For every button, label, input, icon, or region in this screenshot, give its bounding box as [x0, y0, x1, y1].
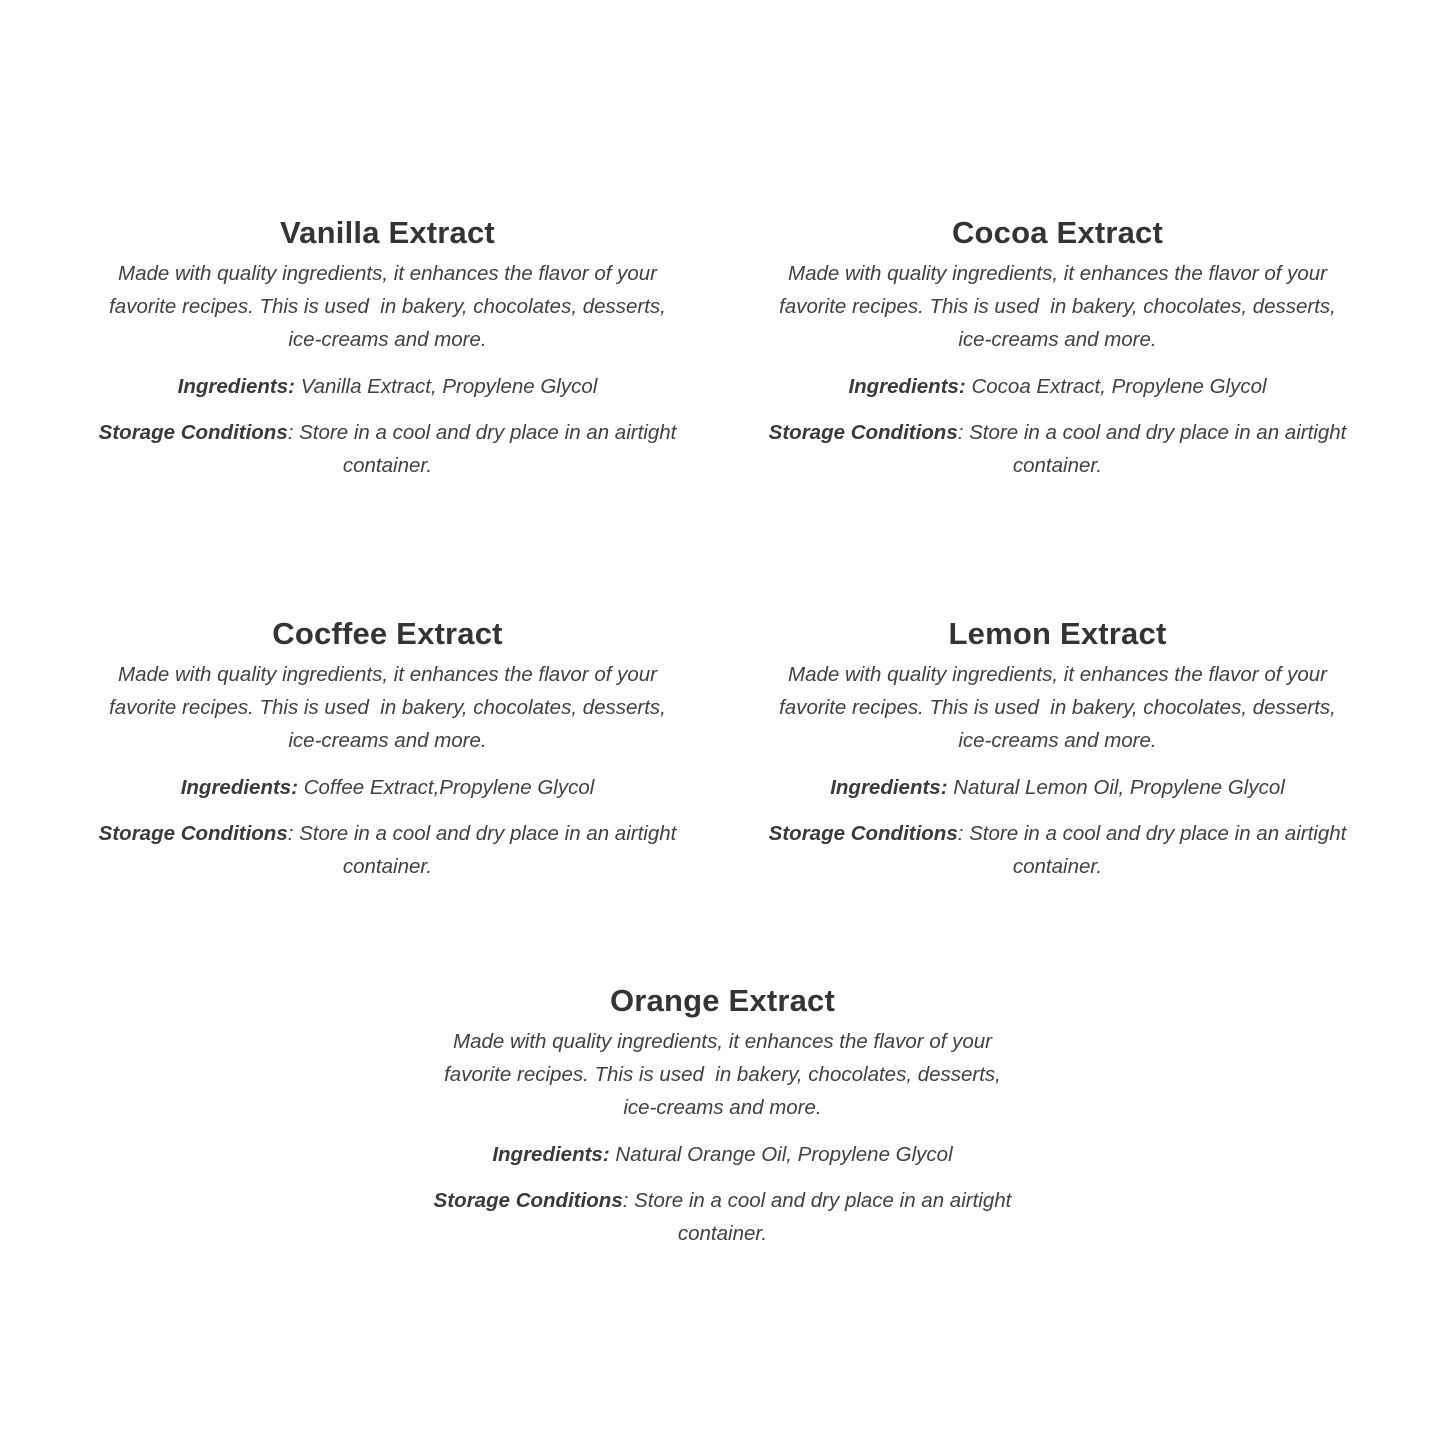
ingredients-value: Natural Orange Oil, Propylene Glycol — [609, 1143, 953, 1166]
storage-label: Storage Conditions — [98, 822, 288, 845]
ingredients-value: Vanilla Extract, Propylene Glycol — [295, 375, 598, 398]
product-description: Made with quality ingredients, it enhances the flavor of your favorite recipes. This is used in bakery, chocolates, desserts, ice-creams and more. — [779, 663, 1342, 752]
storage-label: Storage Conditions — [98, 421, 288, 444]
product-title: Lemon Extract — [948, 616, 1167, 651]
product-ingredients-line — [430, 1138, 1015, 1171]
product-description: Made with quality ingredients, it enhances the flavor of your favorite recipes. This is used in bakery, chocolates, desserts, ice-creams and more. — [779, 262, 1342, 351]
ingredients-label: Ingredients: — [848, 375, 966, 398]
product-storage-line — [430, 1184, 1018, 1250]
ingredients-value: Coffee Extract,Propylene Glycol — [298, 776, 595, 799]
storage-label: Storage Conditions — [433, 1189, 623, 1212]
product-card-orange — [430, 983, 1018, 1263]
storage-value: : Store in a cool and dry place in an airtight container. — [622, 1189, 1018, 1245]
product-description: Made with quality ingredients, it enhances the flavor of your favorite recipes. This is used in bakery, chocolates, desserts, ice-creams and more. — [109, 262, 672, 351]
ingredients-label: Ingredients: — [492, 1143, 610, 1166]
product-ingredients-line — [765, 771, 1350, 804]
product-card-cocoa — [765, 215, 1353, 495]
product-card-coffee — [95, 616, 683, 896]
product-title: Orange Extract — [609, 983, 836, 1018]
product-description: Made with quality ingredients, it enhances the flavor of your favorite recipes. This is used in bakery, chocolates, desserts, ice-creams and more. — [109, 663, 672, 752]
product-ingredients-line — [95, 771, 680, 804]
product-description: Made with quality ingredients, it enhances the flavor of your favorite recipes. This is used in bakery, chocolates, desserts, ice-creams and more. — [444, 1030, 1007, 1119]
ingredients-label: Ingredients: — [830, 776, 948, 799]
product-ingredients-line — [765, 370, 1350, 403]
storage-label: Storage Conditions — [768, 421, 958, 444]
ingredients-label: Ingredients: — [180, 776, 299, 799]
product-title: Cocoa Extract — [951, 215, 1164, 250]
storage-value: : Store in a cool and dry place in an airtight container. — [957, 421, 1353, 477]
product-storage-line — [95, 817, 683, 883]
storage-label: Storage Conditions — [768, 822, 958, 845]
product-title: Cocffee Extract — [272, 616, 503, 651]
product-ingredients-line — [95, 370, 680, 403]
product-title: Vanilla Extract — [280, 215, 495, 250]
storage-value: : Store in a cool and dry place in an airtight container. — [957, 822, 1353, 878]
storage-value: : Store in a cool and dry place in an airtight container. — [287, 822, 683, 878]
ingredients-label: Ingredients: — [177, 375, 295, 398]
product-storage-line — [765, 416, 1353, 482]
product-storage-line — [765, 817, 1353, 883]
product-storage-line — [95, 416, 683, 482]
product-card-vanilla — [95, 215, 683, 495]
product-card-lemon — [765, 616, 1353, 896]
storage-value: : Store in a cool and dry place in an airtight container. — [287, 421, 683, 477]
ingredients-value: Cocoa Extract, Propylene Glycol — [965, 375, 1267, 398]
ingredients-value: Natural Lemon Oil, Propylene Glycol — [947, 776, 1285, 799]
